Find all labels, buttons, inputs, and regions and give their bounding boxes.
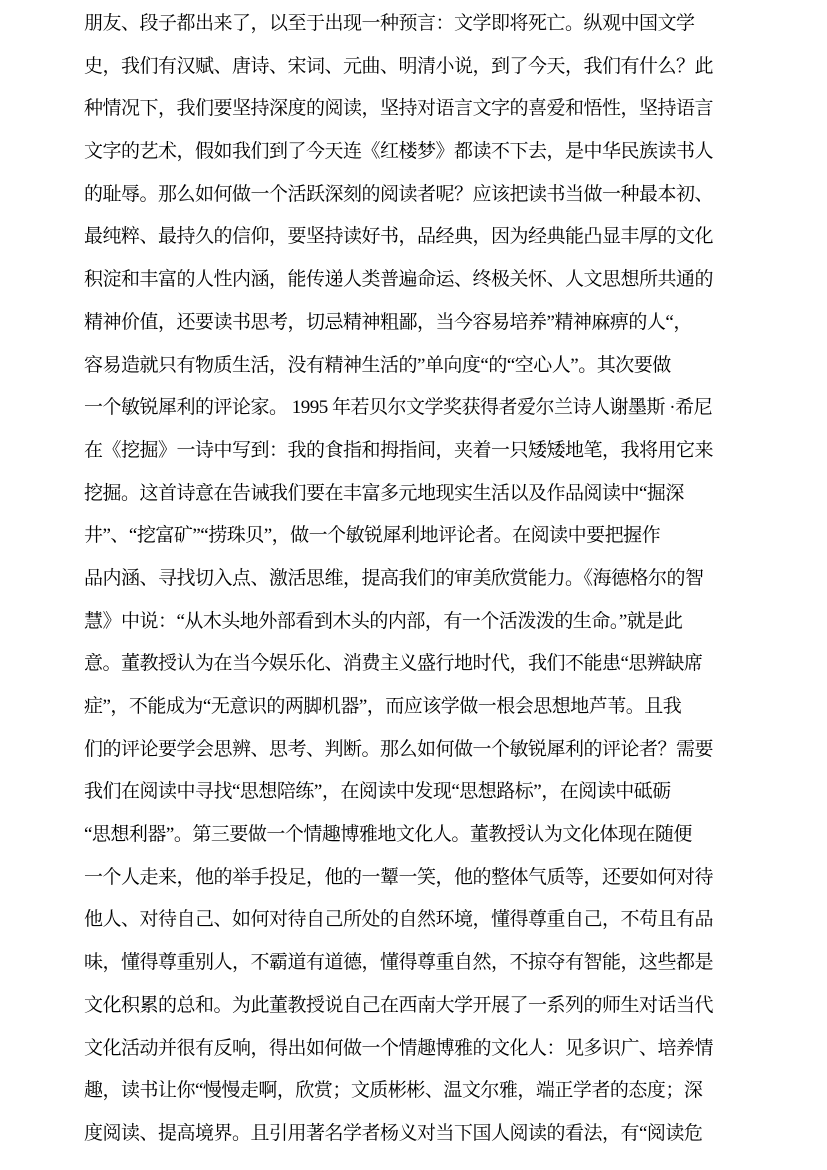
text-line: 史，我们有汉赋、唐诗、宋词、元曲、明清小说，到了今天，我们有什么？此 xyxy=(84,55,714,77)
text-line: 度阅读、提高境界。且引用著名学者杨义对当下国人阅读的看法，有“阅读危 xyxy=(84,1122,703,1144)
text-line: 我们在阅读中寻找“思想陪练”，在阅读中发现“思想路标”，在阅读中砥砺 xyxy=(84,781,671,803)
text-line: 症”，不能成为“无意识的两脚机器”，而应该学做一根会思想地芦苇。且我 xyxy=(84,696,682,717)
text-line: 朋友、段子都出来了，以至于出现一种预言：文学即将死亡。纵观中国文学 xyxy=(84,13,695,34)
text-line: 意。董教授认为在当今娱乐化、消费主义盛行地时代，我们不能患“思辨缺席 xyxy=(84,653,703,675)
text-line: 种情况下，我们要坚持深度的阅读，坚持对语言文字的喜爱和悟性，坚持语言 xyxy=(84,98,714,120)
text-line: 们的评论要学会思辨、思考、判断。那么如何做一个敏锐犀利的评论者？需要 xyxy=(84,738,714,760)
text-line: 挖掘。这首诗意在告诫我们要在丰富多元地现实生活以及作品阅读中“掘深 xyxy=(84,482,684,504)
text-line: 味，懂得尊重别人，不霸道有道德，懂得尊重自然，不掠夺有智能，这些都是 xyxy=(84,952,714,974)
text-line: 精神价值，还要读书思考，切忌精神粗鄙，当今容易培养”精神麻痹的人“， xyxy=(84,311,692,333)
text-line: 井”、“挖富矿”“捞珠贝”，做一个敏锐犀利地评论者。在阅读中要把握作 xyxy=(84,525,661,547)
text-line: 一个敏锐犀利的评论家。 1995 年若贝尔文学奖获得者爱尔兰诗人谢墨斯 ·希尼 xyxy=(84,397,713,419)
text-line: 文化积累的总和。为此董教授说自己在西南大学开展了一系列的师生对话当代 xyxy=(84,994,714,1016)
text-line: 的耻辱。那么如何做一个活跃深刻的阅读者呢？应该把读书当做一种最本初、 xyxy=(84,183,714,205)
text-line: 文化活动并很有反响，得出如何做一个情趣博雅的文化人：见多识广、培养情 xyxy=(84,1037,714,1059)
text-line: 积淀和丰富的人性内涵，能传递人类普遍命运、终极关怀、人文思想所共通的 xyxy=(84,269,714,291)
text-line: 一个人走来，他的举手投足，他的一颦一笑，他的整体气质等，还要如何对待 xyxy=(84,866,714,888)
body-text-block xyxy=(84,3,750,1156)
text-line: 他人、对待自己、如何对待自己所处的自然环境，懂得尊重自己，不苟且有品 xyxy=(84,909,714,931)
text-line: 容易造就只有物质生活，没有精神生活的”单向度“的“空心人”。其次要做 xyxy=(84,354,671,376)
text-line: 品内涵、寻找切入点、激活思维，提高我们的审美欣赏能力。《海德格尔的智 xyxy=(84,567,704,589)
text-line: 在《挖掘》一诗中写到：我的食指和拇指间，夹着一只矮矮地笔，我将用它来 xyxy=(84,439,714,461)
text-line: 最纯粹、最持久的信仰，要坚持读好书，品经典，因为经典能凸显丰厚的文化 xyxy=(84,226,714,248)
text-line: 文字的艺术，假如我们到了今天连《红楼梦》都读不下去，是中华民族读书人 xyxy=(84,141,714,163)
text-line: 趣，读书让你“慢慢走啊，欣赏；文质彬彬、温文尔雅，端正学者的态度；深 xyxy=(84,1080,703,1102)
text-line: 慧》中说：“从木头地外部看到木头的内部，有一个活泼泼的生命。”就是此 xyxy=(84,610,683,632)
text-line: “思想利器”。第三要做一个情趣博雅地文化人。董教授认为文化体现在随便 xyxy=(84,824,692,846)
